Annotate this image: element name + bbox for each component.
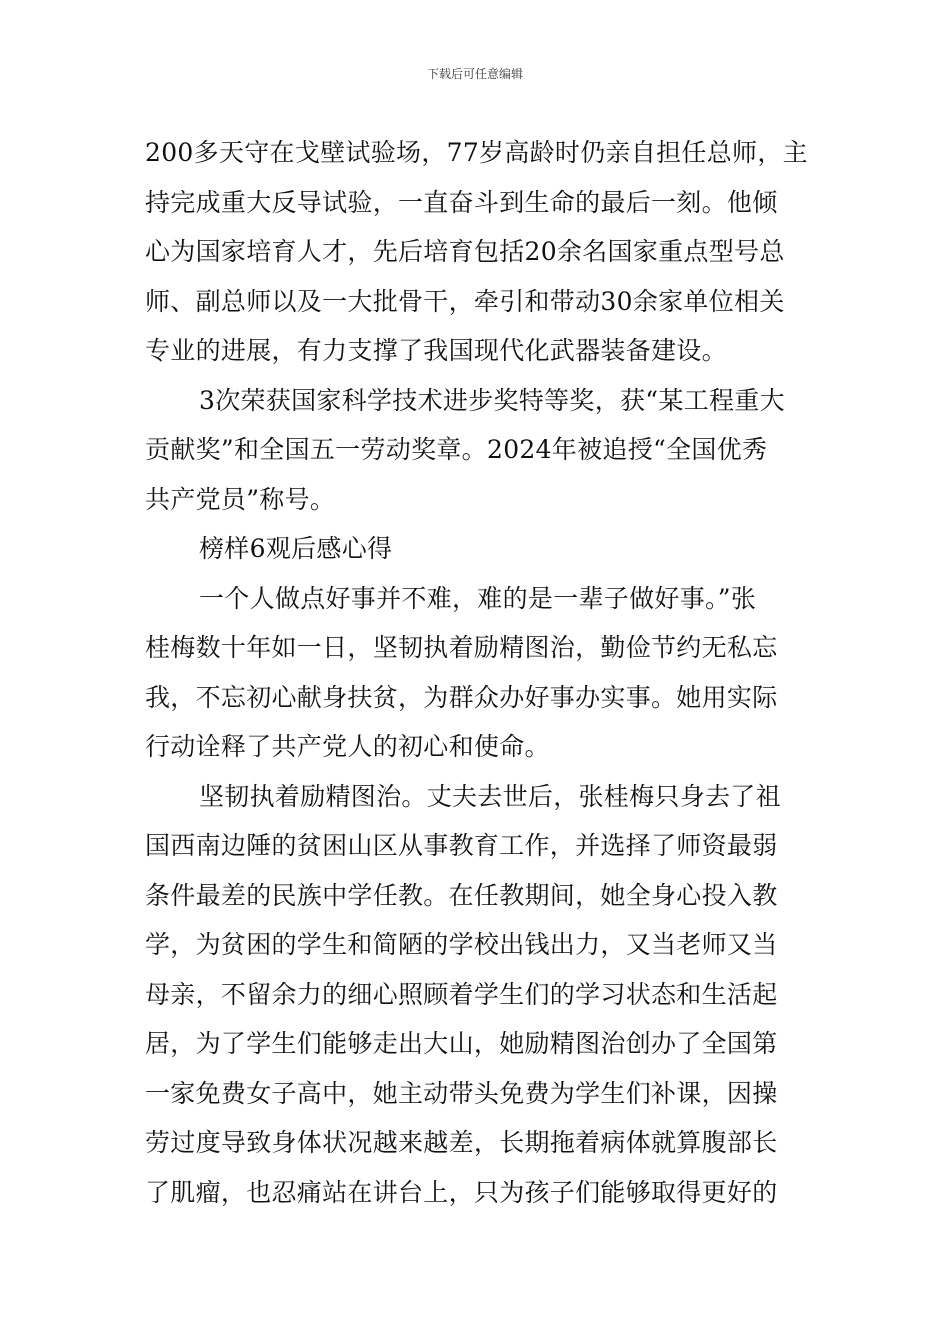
text-line: 国西南边陲的贫困山区从事教育工作，并选择了师资最弱: [145, 831, 778, 860]
text-line: 居，为了学生们能够走出大山，她励精图治创办了全国第: [145, 1029, 778, 1058]
paragraph-first-line: 坚韧执着励精图治。丈夫去世后，张桂梅只身去了祖: [199, 781, 781, 811]
page-header: 下载后可任意编辑: [426, 67, 523, 81]
text-line: 行动诠释了共产党人的初心和使命。: [145, 732, 550, 761]
text-line: 劳过度导致身体状况越来越差，长期拖着病体就算腹部长: [145, 1128, 778, 1157]
text-line: 了肌瘤，也忍痛站在讲台上，只为孩子们能够取得更好的: [145, 1177, 778, 1207]
text-line: 母亲，不留余力的细心照顾着学生们的学习状态和生活起: [145, 979, 778, 1009]
text-line: 条件最差的民族中学任教。在任教期间，她全身心投入教: [145, 880, 778, 910]
paragraph-first-line: 一个人做点好事并不难，难的是一辈子做好事。”张: [199, 583, 757, 613]
text-line: 学，为贫困的学生和简陋的学校出钱出力，又当老师又当: [145, 930, 778, 959]
text-line: 桂梅数十年如一日，坚韧执着励精图治，勤俭节约无私忘: [145, 633, 778, 662]
text-line: 专业的进展，有力支撑了我国现代化武器装备建设。: [145, 336, 727, 365]
text-line: 贡献奖”和全国五一劳动奖章。2024年被追授“全国优秀: [145, 435, 768, 464]
section-heading: 榜样6观后感心得: [199, 534, 393, 563]
document-body: [145, 128, 810, 1217]
text-line: 我，不忘初心献身扶贫，为群众办好事办实事。她用实际: [145, 682, 778, 712]
paragraph-first-line: 3次荣获国家科学技术进步奖特等奖，获“某工程重大: [199, 385, 785, 415]
text-line: 200多天守在戈壁试验场，77岁高龄时仍亲自担任总师，主: [145, 138, 808, 167]
text-line: 心为国家培育人才，先后培育包括20余名国家重点型号总: [145, 237, 785, 266]
text-line: 一家免费女子高中，她主动带头免费为学生们补课，因操: [145, 1078, 778, 1108]
text-line: 共产党员”称号。: [145, 484, 336, 514]
text-line: 持完成重大反导试验，一直奋斗到生命的最后一刻。他倾: [145, 187, 778, 217]
text-line: 师、副总师以及一大批骨干，牵引和带动30余家单位相关: [145, 286, 785, 316]
